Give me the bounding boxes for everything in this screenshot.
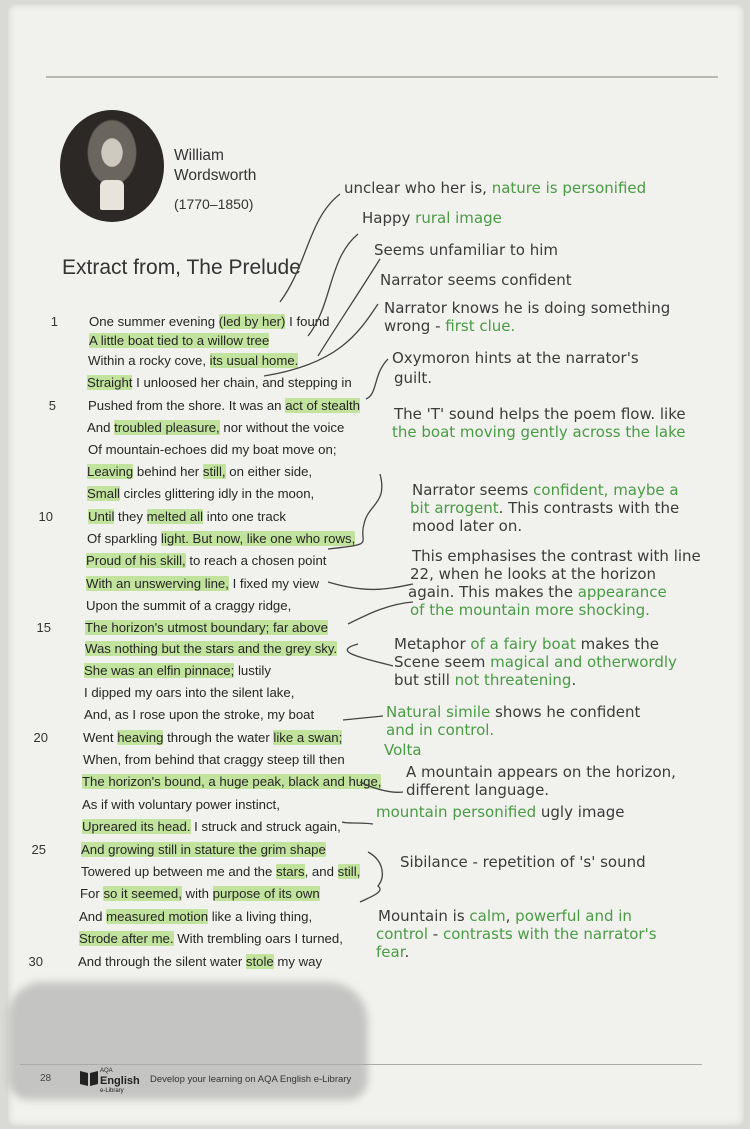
highlighted-phrase: Strode after me.	[79, 931, 174, 946]
highlighted-phrase: like a swan;	[273, 730, 343, 745]
highlighted-phrase: measured motion	[106, 909, 209, 924]
note-text: bit arrogent	[410, 499, 499, 517]
logo-english: English	[100, 1075, 140, 1087]
highlighted-phrase: so it seemed,	[103, 886, 182, 901]
poet-dates: (1770–1850)	[174, 196, 254, 212]
footer-text: Develop your learning on AQA English e-Library	[150, 1074, 352, 1085]
note-text: Narrator knows he is doing something	[384, 299, 671, 317]
line-number: 20	[33, 730, 48, 745]
highlighted-phrase: still,	[337, 864, 361, 879]
poem-text-segment: I struck and struck again,	[190, 819, 341, 834]
poem-text-segment: like a living thing,	[208, 909, 313, 924]
highlighted-phrase: heaving	[117, 730, 164, 745]
logo-elibrary: e-Library	[100, 1088, 124, 1094]
poem-text-segment: into one track	[203, 509, 286, 524]
poem-text-segment: As if with voluntary power instinct,	[82, 797, 280, 812]
note-text: Metaphor	[394, 635, 471, 653]
poem-text-segment: to reach a chosen point	[185, 553, 327, 568]
highlighted-phrase: Until	[88, 509, 115, 524]
poem-text-segment: I dipped my oars into the silent lake,	[84, 685, 295, 700]
note-text: ,	[505, 907, 516, 925]
poem-text-segment: through the water	[163, 730, 274, 745]
textbook-page	[8, 4, 744, 1126]
line-number: 5	[48, 398, 56, 413]
note-text: Narrator seems	[412, 481, 534, 499]
note-text: A mountain appears on the horizon,	[406, 763, 676, 781]
note-text: Oxymoron hints at the narrator's	[392, 349, 639, 367]
annotation-arrows	[8, 4, 744, 1004]
poem-text-segment: nor without the voice	[219, 420, 345, 435]
poem-text-segment: Within a rocky cove,	[88, 353, 210, 368]
note-text: of a fairy boat	[470, 635, 576, 653]
highlighted-phrase: She was an elfin pinnace;	[84, 663, 235, 678]
poem-text-segment: they	[114, 509, 147, 524]
highlighted-phrase: With an unswerving line,	[86, 576, 229, 591]
note-text: magical and otherwordly	[490, 653, 677, 671]
note-text: -	[428, 925, 443, 943]
highlighted-phrase: purpose of its own	[212, 886, 320, 901]
highlighted-phrase: troubled pleasure,	[114, 420, 220, 435]
note-text: calm	[469, 907, 506, 925]
note-text: wrong -	[384, 317, 446, 335]
note-text: of the mountain more shocking.	[410, 601, 650, 619]
poem-text-segment: circles glittering idly in the moon,	[119, 486, 315, 501]
highlighted-phrase: Proud of his skill,	[86, 553, 186, 568]
note-text: 22, when he looks at the horizon	[410, 565, 656, 583]
line-number: 10	[38, 509, 53, 524]
highlighted-phrase: light. But now, like one who rows,	[161, 531, 356, 546]
highlighted-phrase: Was nothing but the stars and the grey sky.	[85, 641, 338, 656]
line-number: 1	[50, 314, 58, 329]
highlighted-phrase: And growing still in stature the grim shape	[81, 842, 326, 857]
highlighted-phrase: Small	[87, 486, 120, 501]
footer-rule	[20, 1064, 702, 1065]
logo-aqa: AQA	[100, 1068, 113, 1074]
poem-text-segment: Went	[83, 730, 118, 745]
note-text: fear	[376, 943, 405, 961]
note-text: contrasts with the narrator's	[442, 925, 657, 943]
note-text: Narrator seems confident	[380, 271, 572, 289]
note-text: Mountain is	[378, 907, 470, 925]
note-text: Happy	[362, 209, 416, 227]
poem-text-segment: Pushed from the shore. It was an	[88, 398, 286, 413]
line-number: 30	[28, 954, 43, 969]
note-text: nature is personified	[491, 179, 647, 197]
poem-text-segment: I fixed my view	[228, 576, 320, 591]
poem-text-segment: Towered up between me and the	[81, 864, 277, 879]
poem-text-segment: Upon the summit of a craggy ridge,	[86, 598, 292, 613]
note-text: shows he confident	[490, 703, 641, 721]
note-text: This emphasises the contrast with line	[412, 547, 701, 565]
poem-title: Extract from, The Prelude	[62, 256, 301, 279]
poem-text-segment: For	[80, 886, 104, 901]
note-text: different language.	[406, 781, 550, 799]
poem-text-segment: Of sparkling	[87, 531, 162, 546]
poet-last-name: Wordsworth	[174, 167, 257, 184]
poet-first-name: William	[174, 147, 224, 164]
line-number: 15	[36, 620, 51, 635]
note-text: Natural simile	[386, 703, 491, 721]
highlighted-phrase: act of stealth	[285, 398, 360, 413]
note-text: and in control.	[386, 721, 495, 739]
note-text: .	[571, 671, 577, 689]
poem-text-segment: One summer evening	[89, 314, 219, 329]
highlighted-phrase: A little boat tied to a willow tree	[89, 333, 270, 348]
poem-text-segment: behind her	[133, 464, 203, 479]
note-text: the boat moving gently across the lake	[392, 423, 686, 441]
note-text: mood later on.	[412, 517, 523, 535]
note-text: Scene seem	[394, 653, 491, 671]
note-text: Seems unfamiliar to him	[374, 241, 559, 259]
poem-text-segment: lustily	[234, 663, 271, 678]
note-text: guilt.	[394, 369, 433, 387]
note-text: The 'T' sound helps the poem flow. like	[394, 405, 686, 423]
note-text: ugly image	[536, 803, 625, 821]
note-text: again. This makes the	[408, 583, 578, 601]
aqa-english-logo	[100, 1066, 140, 1096]
poem-text-segment: I unloosed her chain, and stepping in	[132, 375, 352, 390]
highlighted-phrase: (led by her)	[218, 314, 286, 329]
note-text: mountain personified	[376, 803, 537, 821]
poem-text-segment: And through the silent water	[78, 954, 246, 969]
highlighted-phrase: stole	[245, 954, 274, 969]
book-icon	[78, 1068, 100, 1088]
poem-text-segment: my way	[273, 954, 323, 969]
poem-text-segment: When, from behind that craggy steep till then	[83, 752, 345, 767]
highlighted-phrase: The horizon's utmost boundary; far above	[85, 620, 328, 635]
highlighted-phrase: Straight	[87, 375, 133, 390]
note-text: makes the	[575, 635, 659, 653]
highlighted-phrase: Upreared its head.	[82, 819, 191, 834]
line-number: 25	[31, 842, 46, 857]
highlighted-phrase: Leaving	[87, 464, 134, 479]
note-text: Volta	[384, 741, 422, 759]
highlighted-phrase: still,	[202, 464, 226, 479]
poem-text-segment: And, as I rose upon the stroke, my boat	[84, 707, 315, 722]
poem-text-segment: on either side,	[225, 464, 313, 479]
note-text: confident, maybe a	[533, 481, 679, 499]
note-text: first clue.	[445, 317, 516, 335]
note-text: control	[376, 925, 428, 943]
note-text: powerful and in	[515, 907, 632, 925]
poem-text-segment: And	[79, 909, 107, 924]
note-text: rural image	[415, 209, 502, 227]
note-text: appearance	[577, 583, 667, 601]
highlighted-phrase: its usual home.	[209, 353, 299, 368]
poem-text-segment: And	[87, 420, 115, 435]
highlighted-phrase: melted all	[146, 509, 204, 524]
highlighted-phrase: stars	[276, 864, 305, 879]
note-text: Sibilance - repetition of 's' sound	[400, 853, 646, 871]
note-text: .	[404, 943, 410, 961]
note-text: . This contrasts with the	[498, 499, 680, 517]
page-number: 28	[40, 1073, 52, 1084]
poem-text-segment: I found	[285, 314, 330, 329]
poem-text-segment: With trembling oars I turned,	[173, 931, 343, 946]
poem-text-segment: Of mountain-echoes did my boat move on;	[88, 442, 337, 457]
poem-text-segment: , and	[304, 864, 338, 879]
highlighted-phrase: The horizon's bound, a huge peak, black and huge,	[82, 774, 382, 789]
note-text: unclear who her is,	[344, 179, 492, 197]
poem-text-segment: with	[181, 886, 213, 901]
note-text: but still	[394, 671, 455, 689]
note-text: not threatening	[454, 671, 572, 689]
